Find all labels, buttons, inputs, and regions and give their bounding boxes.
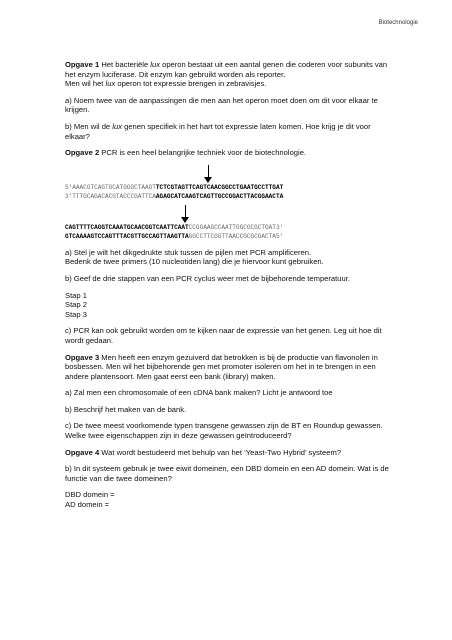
opgave2-intro: Opgave 2 PCR is een heel belangrijke techniek voor de biotechnologie. [65, 148, 307, 158]
opgave2-title: Opgave 2 [65, 148, 100, 158]
opgave1-question-a: a) Noem twee van de aanpassingen die men aan het operon moet doen om dit voor elkaar te krijgen. [65, 95, 378, 115]
opgave2-question-c: c) PCR kan ook gebruikt worden om te kijken naar de expressie van het genen. Leg uit hoe dit wordt gedaan. [65, 326, 382, 345]
opgave3-question-a: a) Zal men een chromosomale of een cDNA bank maken? Licht je antwoord toe [65, 388, 333, 398]
opgave4-intro: Opgave 4 Wat wordt bestudeerd met behulp van het ‘Yeast-Two Hybrid’ systeem? [65, 447, 342, 457]
dbd-domain-line: DBD domein = [65, 490, 115, 500]
opgave3-intro: Opgave 3 Men heeft een enzym gezuiverd dat betrokken is bij de productie van flavonolen in bosbessen. Men wil het bijbehorende gen met promoter isoleren om het in te brengen in een andere plantensoort. Men gaat eerst een bank (library) maken. [65, 352, 378, 381]
opgave4-domains [65, 490, 395, 509]
opgave2-steps [65, 291, 395, 320]
step-1: Stap 1 [65, 290, 87, 300]
page-header: Biotechnologie [378, 20, 418, 26]
arrow-row-2 [65, 205, 395, 223]
opgave2-question-a: a) Stel je wilt het dikgedrukte stuk tussen de pijlen met PCR amplificeren. Bedenk de twee primers (10 nucleotiden lang) die je hiervoor kunt gebruiken. [65, 247, 324, 267]
arrow-down-icon [181, 205, 189, 223]
opgave3-title: Opgave 3 [65, 352, 100, 362]
opgave1-intro: Opgave 1 Het bacteriële lux operon bestaat uit een aantal genen die coderen voor subunits van het enzym luciferase. Dit enzym kan gebruikt worden als reporter. Men wil het lux operon tot expressie brengen in zebravisjes. [65, 60, 388, 89]
opgave1-title: Opgave 1 [65, 60, 100, 69]
dna-sequence-1: 5’AAACGTCAGTGCATGGGCTAAGTTCTCGTAGTTCAGTCAACGGCCTGAATGCCTTGAT 3’TTTGCAGACACGTACCCGATTCAAGAGCATCAAGTCAGTTGCCGGACTTACGGAACTA [65, 183, 284, 200]
document-body [65, 60, 395, 510]
dna-sequence-2: CAGTTTTCAGGTCAAATGCAACGGTCAATTCAATCCGGAAGCCAATTGGCGCGCTGAT3’ GTCAAAAGTCCAGTTTACGTTGCCAGTTAAGTTAGGCCTTCGGTTAACCGCGCGACTA5’ [65, 223, 284, 240]
opgave1-question-b: b) Men wil de lux genen specifiek in het hart tot expressie laten komen. Hoe krijg je dit voor elkaar? [65, 121, 371, 141]
opgave4-title: Opgave 4 [65, 447, 100, 457]
ad-domain-line: AD domein = [65, 500, 110, 510]
opgave2-question-b: b) Geef de drie stappen van een PCR cyclus weer met de bijbehorende temperatuur. [65, 273, 350, 283]
arrow-down-icon [204, 165, 212, 183]
opgave4-question-b: b) In dit systeem gebruik je twee eiwit domeinen, een DBD domein en een AD domein. Wat is de functie van die twee domeinen? [65, 464, 389, 483]
step-3: Stap 3 [65, 309, 87, 319]
opgave3-question-b: b) Beschrijf het maken van de bank. [65, 404, 187, 414]
step-2: Stap 2 [65, 300, 87, 310]
arrow-row-1 [65, 165, 395, 183]
opgave3-question-c: c) De twee meest voorkomende typen transgene gewassen zijn de BT en Roundup gewassen. Welke twee eigenschappen zijn in deze gewassen geïntroduceerd? [65, 421, 383, 441]
